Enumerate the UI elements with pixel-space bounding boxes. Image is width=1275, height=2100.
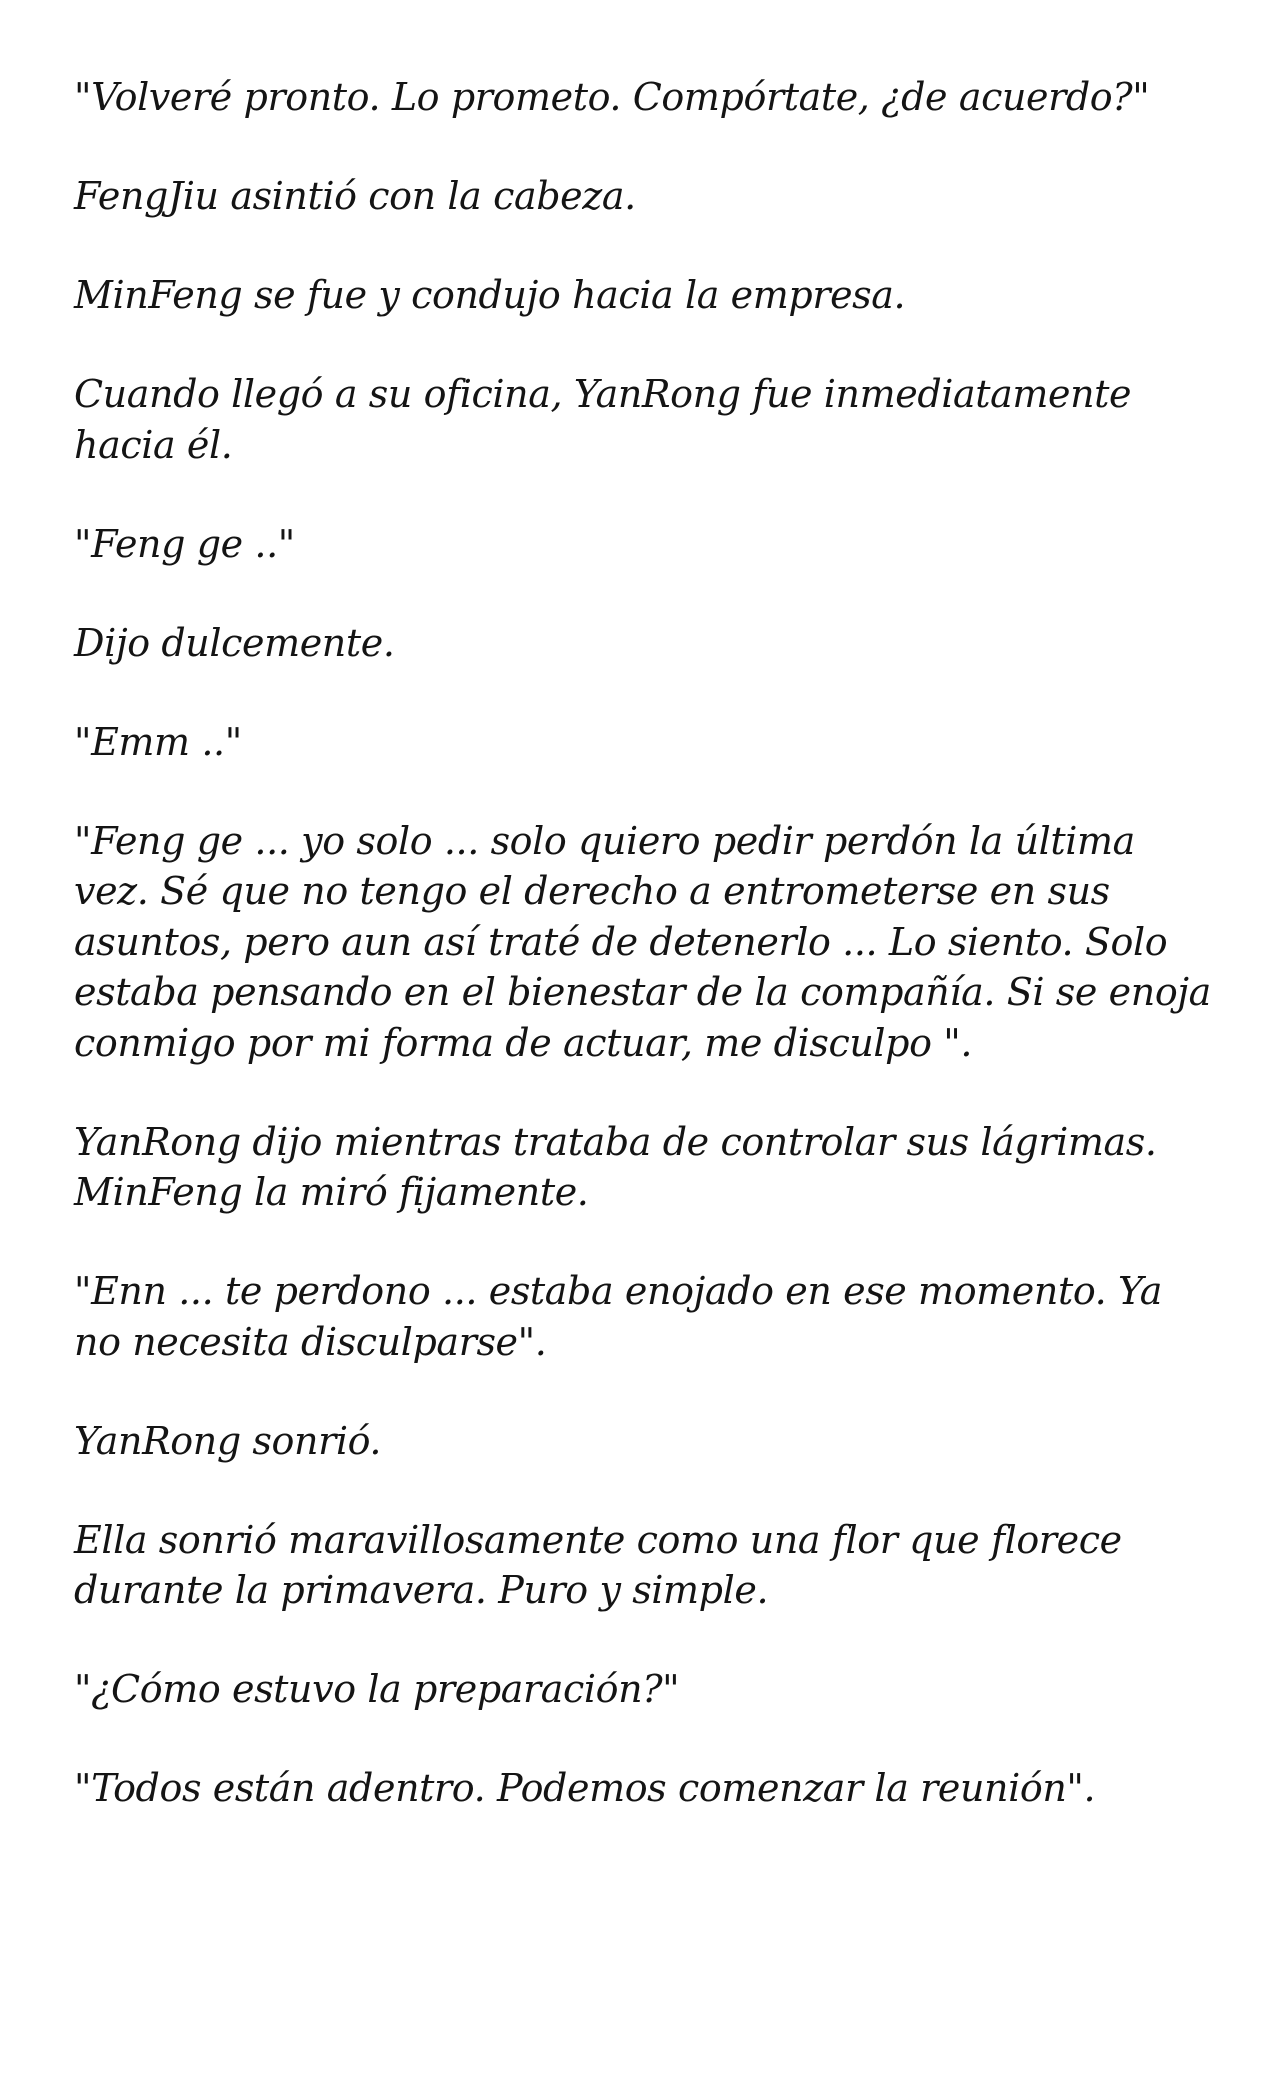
paragraph-1: "Volveré pronto. Lo prometo. Compórtate, ¿de acuerdo?": [74, 75, 1150, 119]
paragraph-5: "Feng ge ..": [74, 521, 295, 566]
paragraph-8: "Feng ge ... yo solo ... solo quiero pedir perdón la última vez. Sé que no tengo el derecho a entrometerse en sus asuntos, pero aun así traté de detenerlo ... Lo siento. Solo estaba pensando en el bienestar de la compañía. Si se enoja conmigo por mi forma de actuar, me disculpo ".: [74, 818, 1211, 1065]
paragraph-4: Cuando llegó a su oficina, YanRong fue inmediatamente hacia él.: [74, 372, 1132, 467]
paragraph-13: "¿Cómo estuvo la preparación?": [74, 1667, 680, 1711]
paragraph-3: MinFeng se fue y condujo hacia la empresa.: [74, 273, 906, 317]
paragraph-9: YanRong dijo mientras trataba de controlar sus lágrimas. MinFeng la miró fijamente.: [74, 1119, 1157, 1214]
paragraph-12: Ella sonrió maravillosamente como una flor que florece durante la primavera. Puro y simple.: [74, 1517, 1122, 1612]
paragraph-11: YanRong sonrió.: [74, 1418, 382, 1463]
paragraph-2: FengJiu asintió con la cabeza.: [74, 174, 636, 218]
paragraph-14: "Todos están adentro. Podemos comenzar la reunión".: [74, 1766, 1096, 1810]
paragraph-7: "Emm ..": [74, 719, 242, 764]
paragraph-6: Dijo dulcemente.: [74, 620, 395, 665]
paragraph-10: "Enn ... te perdono ... estaba enojado en ese momento. Ya no necesita disculparse".: [74, 1269, 1162, 1364]
